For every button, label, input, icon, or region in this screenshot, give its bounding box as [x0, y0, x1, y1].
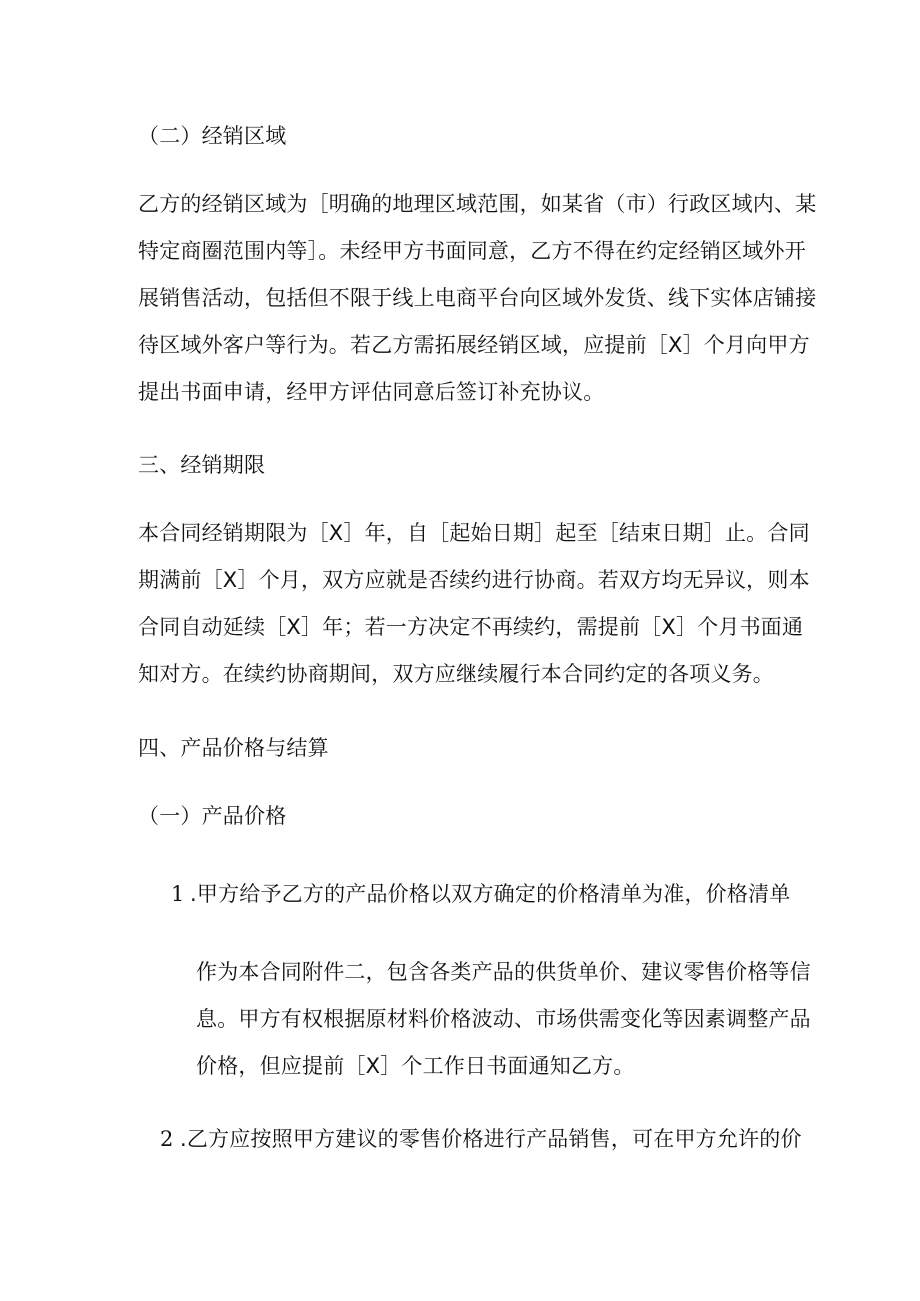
paragraph-line: 展销售活动，包括但不限于线上电商平台向区域外发货、线下实体店铺接 [138, 286, 817, 310]
paragraph-line: 合同自动延续［X］年；若一方决定不再续约，需提前［X］个月书面通 [138, 615, 804, 639]
paragraph-line: 提出书面申请，经甲方评估同意后签订补充协议。 [138, 380, 605, 404]
list-item-number: 1 [171, 882, 185, 906]
section-heading-term: 三、经销期限 [138, 453, 266, 477]
paragraph-line: 乙方的经销区域为［明确的地理区域范围，如某省（市）行政区域内、某 [138, 192, 817, 216]
paragraph-line: 本合同经销期限为［X］年，自［起始日期］起至［结束日期］止。合同 [138, 521, 810, 545]
subsection-heading-product-price: （一）产品价格 [138, 804, 287, 828]
list-item-line: 作为本合同附件二，包含各类产品的供货单价、建议零售价格等信 [196, 960, 811, 984]
list-item-line: .甲方给予乙方的产品价格以双方确定的价格清单为准，价格清单 [190, 882, 791, 906]
paragraph-line: 期满前［X］个月，双方应就是否续约进行协商。若双方均无异议，则本 [138, 568, 810, 592]
paragraph-line: 特定商圈范围内等］。未经甲方书面同意，乙方不得在约定经销区域外开 [138, 239, 806, 263]
section-heading-sales-region: （二）经销区域 [138, 124, 287, 148]
section-heading-price-settlement: 四、产品价格与结算 [138, 736, 329, 760]
list-item-line: 息。甲方有权根据原材料价格波动、市场供需变化等因素调整产品 [196, 1007, 811, 1031]
list-item-number: 2 [160, 1127, 174, 1151]
paragraph-line: 知对方。在续约协商期间，双方应继续履行本合同约定的各项义务。 [138, 662, 774, 686]
list-item-line: 价格，但应提前［X］个工作日书面通知乙方。 [196, 1054, 635, 1078]
list-item-line: .乙方应按照甲方建议的零售价格进行产品销售，可在甲方允许的价 [180, 1127, 802, 1151]
paragraph-line: 待区域外客户等行为。若乙方需拓展经销区域，应提前［X］个月向甲方 [138, 333, 810, 357]
